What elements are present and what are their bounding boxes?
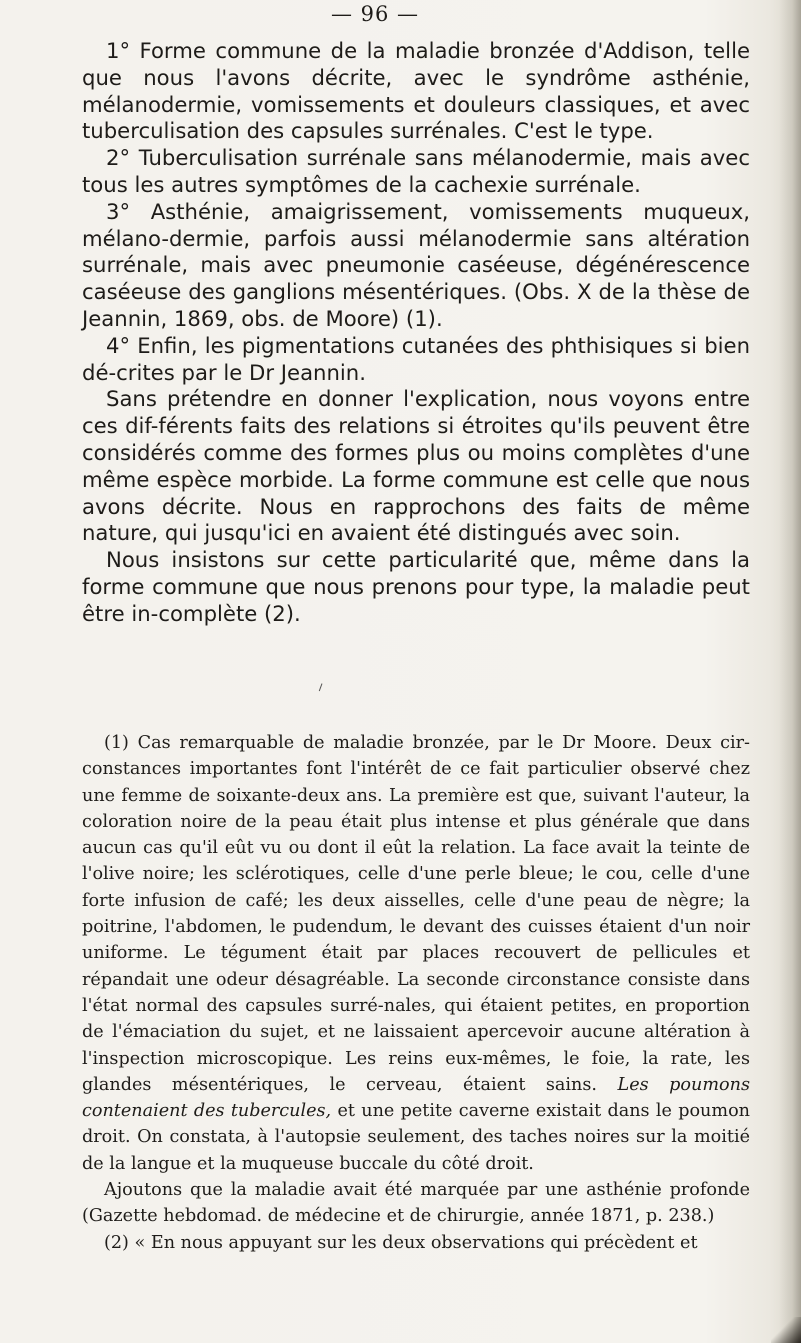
paragraph-form-2: 2° Tuberculisation surrénale sans mélanodermie, mais avec tous les autres symptômes de la cachexie surrénale. (82, 145, 750, 197)
main-text (82, 38, 750, 628)
stray-ink-mark (319, 683, 326, 692)
paragraph-form-1: 1° Forme commune de la maladie bronzée d'Addison, telle que nous l'avons décrite, avec le syndrôme asthénie, mélanodermie, vomissements et douleurs classiques, et avec tuberculisation des capsules surrénales. C'est le type. (82, 38, 750, 144)
footnote-1 (82, 730, 750, 1177)
footnote-2: (2) « En nous appuyant sur les deux observations qui précèdent et (104, 1232, 698, 1253)
page-number: — 96 — (330, 2, 420, 26)
paragraph-form-4: 4° Enfin, les pigmentations cutanées des phthisiques si bien dé-crites par le Dr Jeannin. (82, 332, 750, 385)
footnote-1-italic: Les poumons contenaient des tubercules, (82, 1074, 750, 1122)
page-edge-shadow (779, 0, 801, 1343)
paragraph-incomplete: Nous insistons sur cette particularité que, même dans la forme commune que nous prenons pour type, la maladie peut être in-complète (2). (82, 547, 750, 626)
paragraph-form-3: 3° Asthénie, amaigrissement, vomissements muqueux, mélano-dermie, parfois aussi mélanodermie sans altération surrénale, mais avec pneumonie caséeuse, dégénérescence caséeuse des ganglions mésentériques. (Obs. X de la thèse de Jeannin, 1869, obs. de Moore) (1). (82, 198, 750, 331)
footnote-1-addendum: Ajoutons que la maladie avait été marquée par une asthénie profonde (Gazette hebdomad. de médecine et de chirurgie, année 1871, p. 238.) (82, 1180, 750, 1227)
page-corner-shadow (771, 1317, 801, 1343)
footnotes (82, 730, 750, 1256)
footnote-1-text-end: et une petite caverne existait dans le poumon droit. On constata, à l'autopsie seulement, des taches noires sur la moitié de la langue et la muqueuse buccale du côté droit. (82, 1101, 750, 1174)
paragraph-explanation: Sans prétendre en donner l'explication, nous voyons entre ces dif-férents faits des relations si étroites qu'ils peuvent être considérés comme des formes plus ou moins complètes d'une même espèce morbide. La forme commune est celle que nous avons décrite. Nous en rapprochons des faits de même nature, qui jusqu'ici en avaient été distingués avec soin. (82, 386, 750, 546)
footnote-1-text: (1) Cas remarquable de maladie bronzée, par le Dr Moore. Deux cir-constances importantes font l'intérêt de ce fait particulier observé chez une femme de soixante-deux ans. La première est que, suivant l'auteur, la coloration noire de la peau était plus intense et plus générale que dans aucun cas qu'il eût vu ou dont il eût la relation. La face avait la teinte de l'olive noire; les sclérotiques, celle d'une perle bleue; le cou, celle d'une forte infusion de café; les deux aisselles, celle d'une peau de nègre; la poitrine, l'abdomen, le pudendum, le devant des cuisses étaient d'un noir uniforme. Le tégument était par places recouvert de pellicules et répandait une odeur désagréable. La seconde circonstance consiste dans l'état normal des capsules surré-nales, qui étaient petites, en proportion de l'émaciation du sujet, et ne laissaient apercevoir aucune altération à l'inspection microscopique. Les reins eux-mêmes, le foie, la rate, les glandes mésentériques, le cerveau, étaient sains. (82, 733, 750, 1095)
